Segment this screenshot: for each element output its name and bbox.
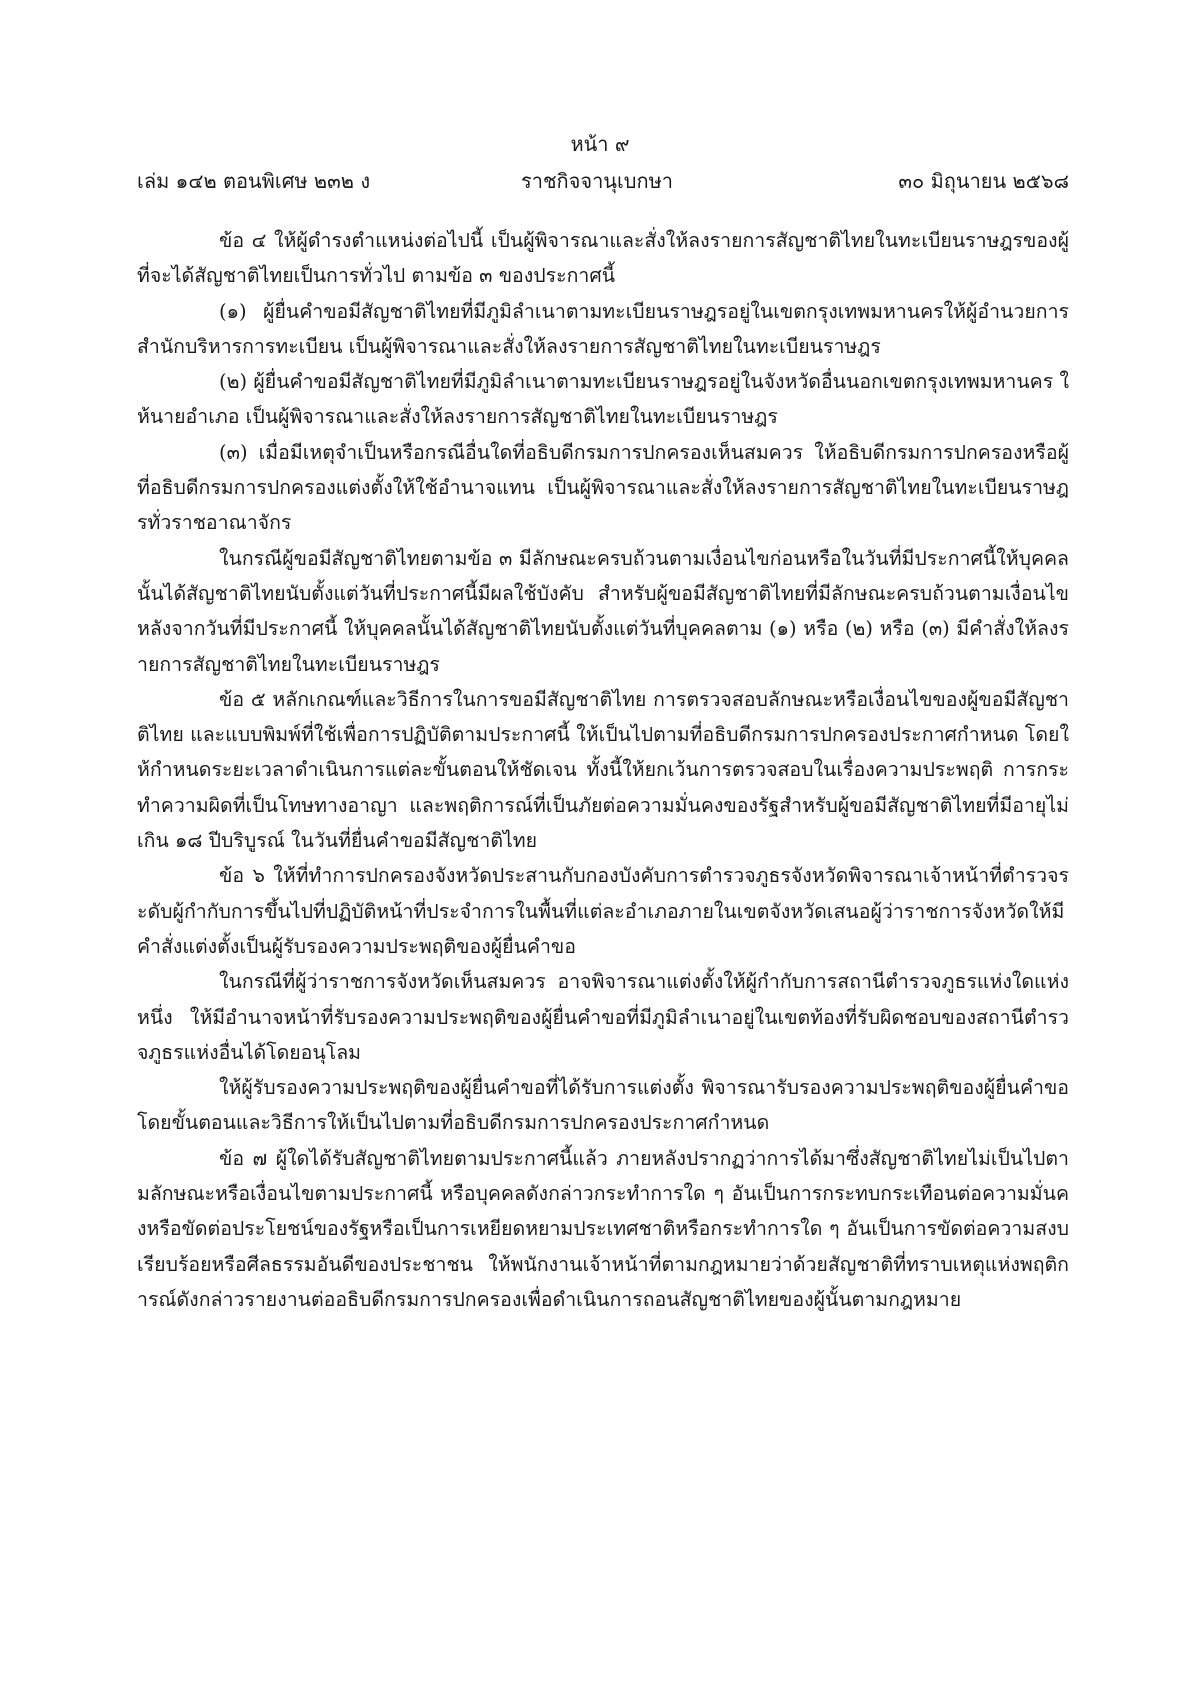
paragraph-clause-6-governor: ในกรณีที่ผู้ว่าราชการจังหวัดเห็นสมควร อาจพิจารณาแต่งตั้งให้ผู้กำกับการสถานีตำรวจภูธรแห่งใดแห่งหนึ่ง ให้มีอำนาจหน้าที่รับรองความประพฤติของผู้ยื่นคำขอที่มีภูมิลำเนาอยู่ในเขตท้องที่รับผิดชอบของสถานีตำรวจภูธรแห่งอื่นได้โดยอนุโลม: [137, 970, 1069, 1064]
volume-issue: เล่ม ๑๔๒ ตอนพิเศษ ๒๓๒ ง: [137, 169, 371, 193]
paragraph-clause-6-certifier: ให้ผู้รับรองความประพฤติของผู้ยื่นคำขอที่ได้รับการแต่งตั้ง พิจารณารับรองความประพฤติของผู้ยื่นคำขอ โดยขั้นตอนและวิธีการให้เป็นไปตามที่อธิบดีกรมการปกครองประกาศกำหนด: [137, 1076, 1069, 1135]
paragraph-clause-4-effective-date: ในกรณีผู้ขอมีสัญชาติไทยตามข้อ ๓ มีลักษณะครบถ้วนตามเงื่อนไขก่อนหรือในวันที่มีประกาศนี้ให้บุคคลนั้นได้สัญชาติไทยนับตั้งแต่วันที่ประกาศนี้มีผลใช้บังคับ สำหรับผู้ขอมีสัญชาติไทยที่มีลักษณะครบถ้วนตามเงื่อนไขหลังจากวันที่มีประกาศนี้ ให้บุคคลนั้นได้สัญชาติไทยนับตั้งแต่วันที่บุคคลตาม (๑) หรือ (๒) หรือ (๓) มีคำสั่งให้ลงรายการสัญชาติไทยในทะเบียนราษฎร: [137, 546, 1069, 676]
document-body: [137, 223, 1069, 1317]
paragraph-clause-4-item-2: (๒) ผู้ยื่นคำขอมีสัญชาติไทยที่มีภูมิลำเนาตามทะเบียนราษฎรอยู่ในจังหวัดอื่นนอกเขตกรุงเทพมหานคร ให้นายอำเภอ เป็นผู้พิจารณาและสั่งให้ลงรายการสัญชาติไทยในทะเบียนราษฎร: [137, 370, 1069, 429]
paragraph-clause-4: ข้อ ๔ ให้ผู้ดำรงตำแหน่งต่อไปนี้ เป็นผู้พิจารณาและสั่งให้ลงรายการสัญชาติไทยในทะเบียนราษฎรของผู้ที่จะได้สัญชาติไทยเป็นการทั่วไป ตามข้อ ๓ ของประกาศนี้: [137, 229, 1069, 288]
gazette-header: [137, 165, 1069, 195]
paragraph-clause-7: ข้อ ๗ ผู้ใดได้รับสัญชาติไทยตามประกาศนี้แล้ว ภายหลังปรากฏว่าการได้มาซึ่งสัญชาติไทยไม่เป็นไปตามลักษณะหรือเงื่อนไขตามประกาศนี้ หรือบุคคลดังกล่าวกระทำการใด ๆ อันเป็นการกระทบกระเทือนต่อความมั่นคงหรือขัดต่อประโยชน์ของรัฐหรือเป็นการเหยียดหยามประเทศชาติหรือกระทำการใด ๆ อันเป็นการขัดต่อความสงบเรียบร้อยหรือศีลธรรมอันดีของประชาชน ให้พนักงานเจ้าหน้าที่ตามกฎหมายว่าด้วยสัญชาติที่ทราบเหตุแห่งพฤติการณ์ดังกล่าวรายงานต่ออธิบดีกรมการปกครองเพื่อดำเนินการถอนสัญชาติไทยของผู้นั้นตามกฎหมาย: [137, 1146, 1069, 1311]
page-number: หน้า ๙: [570, 132, 630, 156]
publication-name: ราชกิจจานุเบกษา: [520, 169, 674, 193]
publication-date: ๓๐ มิถุนายน ๒๕๖๘: [898, 169, 1069, 193]
paragraph-clause-4-item-3: (๓) เมื่อมีเหตุจำเป็นหรือกรณีอื่นใดที่อธิบดีกรมการปกครองเห็นสมควร ให้อธิบดีกรมการปกครองหรือผู้ที่อธิบดีกรมการปกครองแต่งตั้งให้ใช้อำนาจแทน เป็นผู้พิจารณาและสั่งให้ลงรายการสัญชาติไทยในทะเบียนราษฎรทั่วราชอาณาจักร: [137, 440, 1069, 535]
paragraph-clause-5: ข้อ ๕ หลักเกณฑ์และวิธีการในการขอมีสัญชาติไทย การตรวจสอบลักษณะหรือเงื่อนไขของผู้ขอมีสัญชาติไทย และแบบพิมพ์ที่ใช้เพื่อการปฏิบัติตามประกาศนี้ ให้เป็นไปตามที่อธิบดีกรมการปกครองประกาศกำหนด โดยให้กำหนดระยะเวลาดำเนินการแต่ละขั้นตอนให้ชัดเจน ทั้งนี้ให้ยกเว้นการตรวจสอบในเรื่องความประพฤติ การกระทำความผิดที่เป็นโทษทางอาญา และพฤติการณ์ที่เป็นภัยต่อความมั่นคงของรัฐสำหรับผู้ขอมีสัญชาติไทยที่มีอายุไม่เกิน ๑๘ ปีบริบูรณ์ ในวันที่ยื่นคำขอมีสัญชาติไทย: [137, 687, 1069, 853]
paragraph-clause-6: ข้อ ๖ ให้ที่ทำการปกครองจังหวัดประสานกับกองบังคับการตำรวจภูธรจังหวัดพิจารณาเจ้าหน้าที่ตำรวจระดับผู้กำกับการขึ้นไปที่ปฏิบัติหน้าที่ประจำการในพื้นที่แต่ละอำเภอภายในเขตจังหวัดเสนอผู้ว่าราชการจังหวัดให้มีคำสั่งแต่งตั้งเป็นผู้รับรองความประพฤติของผู้ยื่นคำขอ: [137, 864, 1069, 958]
paragraph-clause-4-item-1: (๑) ผู้ยื่นคำขอมีสัญชาติไทยที่มีภูมิลำเนาตามทะเบียนราษฎรอยู่ในเขตกรุงเทพมหานครให้ผู้อำนวยการสำนักบริหารการทะเบียน เป็นผู้พิจารณาและสั่งให้ลงรายการสัญชาติไทยในทะเบียนราษฎร: [137, 299, 1069, 358]
